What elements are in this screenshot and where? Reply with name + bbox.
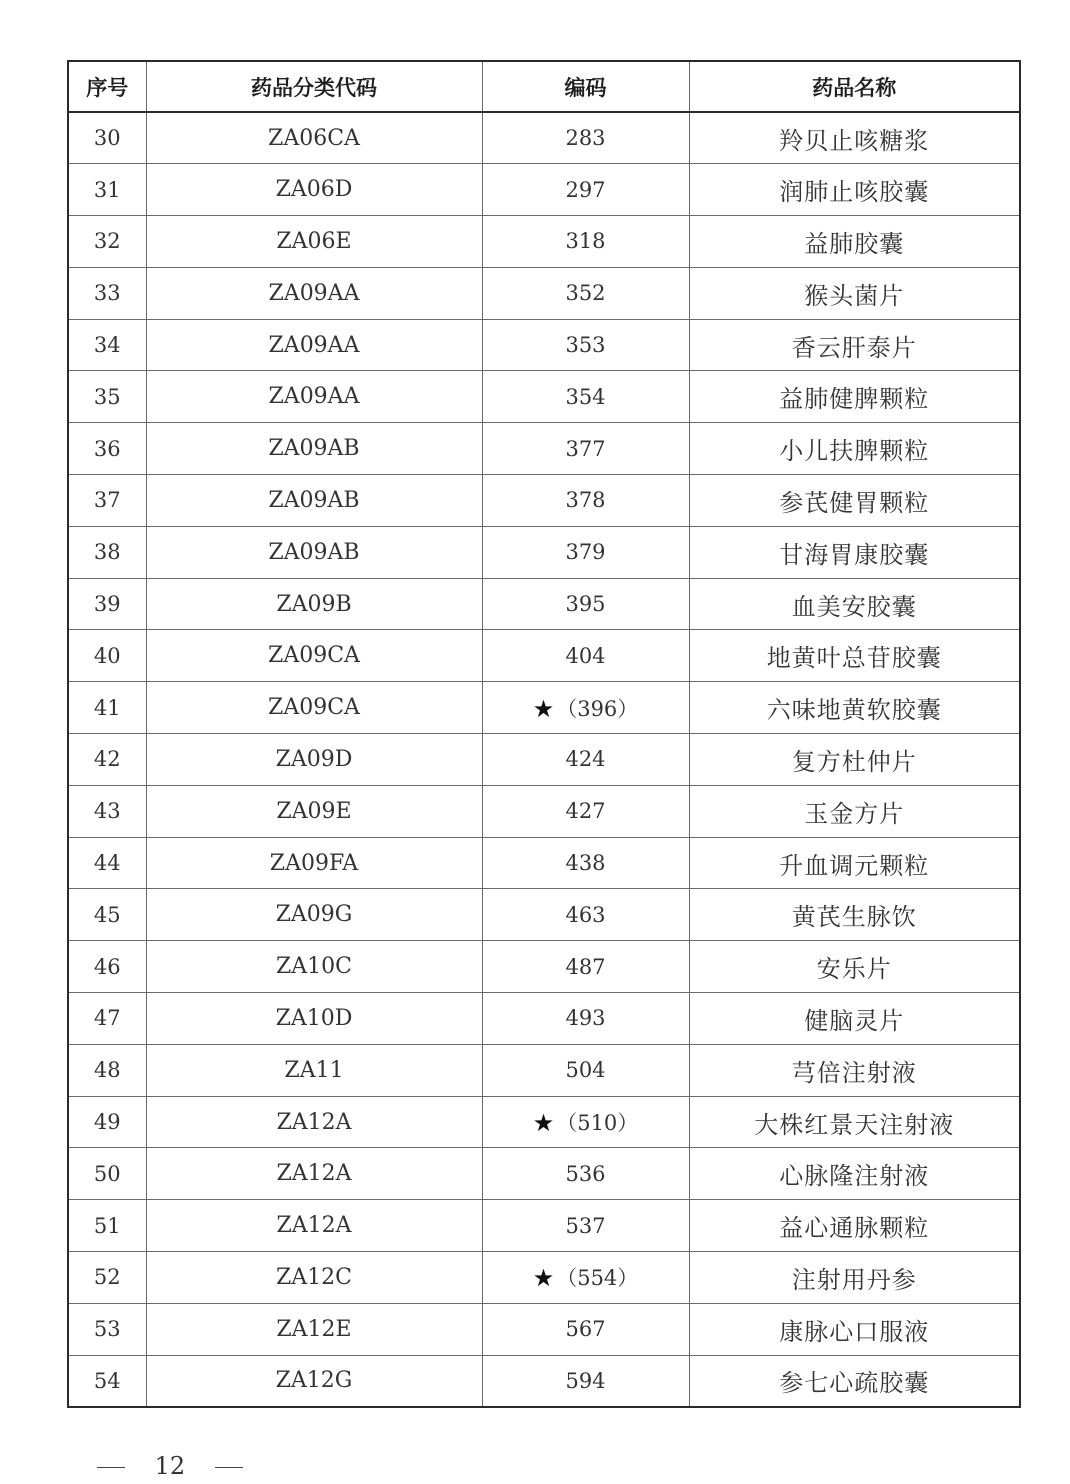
drug-name-cell: 安乐片	[689, 941, 1020, 993]
drug-name-cell: 注射用丹参	[689, 1252, 1020, 1304]
code-value: 378	[565, 488, 606, 513]
table-row	[68, 1200, 1020, 1252]
table-header-row	[68, 61, 1020, 112]
header-classification-code: 药品分类代码	[146, 61, 482, 112]
code-cell	[482, 423, 689, 475]
drug-name-cell: 心脉隆注射液	[689, 1148, 1020, 1200]
code-value: 567	[565, 1317, 606, 1342]
table-row	[68, 1355, 1020, 1407]
drug-name-cell: 羚贝止咳糖浆	[689, 112, 1020, 164]
serial-number-cell: 51	[68, 1200, 146, 1252]
table-row	[68, 682, 1020, 734]
classification-code-cell: ZA12C	[146, 1252, 482, 1304]
classification-code-cell: ZA11	[146, 1044, 482, 1096]
serial-number-cell: 53	[68, 1303, 146, 1355]
code-cell	[482, 319, 689, 371]
classification-code-cell: ZA09B	[146, 578, 482, 630]
classification-code-cell: ZA12A	[146, 1200, 482, 1252]
code-cell	[482, 630, 689, 682]
serial-number-cell: 30	[68, 112, 146, 164]
code-value: 379	[565, 540, 606, 565]
code-cell	[482, 941, 689, 993]
serial-number-cell: 45	[68, 889, 146, 941]
serial-number-cell: 52	[68, 1252, 146, 1304]
code-value: 395	[565, 592, 606, 617]
code-cell	[482, 682, 689, 734]
serial-number-cell: 39	[68, 578, 146, 630]
table-row	[68, 1252, 1020, 1304]
drug-name-cell: 润肺止咳胶囊	[689, 164, 1020, 216]
serial-number-cell: 48	[68, 1044, 146, 1096]
drug-name-cell: 参芪健胃颗粒	[689, 475, 1020, 527]
serial-number-cell: 40	[68, 630, 146, 682]
header-serial-number: 序号	[68, 61, 146, 112]
table-row	[68, 785, 1020, 837]
drug-name-cell: 大株红景天注射液	[689, 1096, 1020, 1148]
code-value: 463	[565, 902, 606, 927]
serial-number-cell: 41	[68, 682, 146, 734]
table-row	[68, 475, 1020, 527]
code-cell	[482, 371, 689, 423]
table-row	[68, 267, 1020, 319]
serial-number-cell: 38	[68, 526, 146, 578]
table-row	[68, 1303, 1020, 1355]
drug-name-cell: 玉金方片	[689, 785, 1020, 837]
drug-name-cell: 小儿扶脾颗粒	[689, 423, 1020, 475]
classification-code-cell: ZA09E	[146, 785, 482, 837]
classification-code-cell: ZA09AB	[146, 423, 482, 475]
code-cell	[482, 475, 689, 527]
drug-name-cell: 健脑灵片	[689, 993, 1020, 1045]
drug-name-cell: 甘海胃康胶囊	[689, 526, 1020, 578]
code-value: 297	[565, 177, 606, 202]
code-cell	[482, 1096, 689, 1148]
table-row	[68, 630, 1020, 682]
classification-code-cell: ZA06CA	[146, 112, 482, 164]
table-row	[68, 993, 1020, 1045]
table-row	[68, 1044, 1020, 1096]
code-cell	[482, 164, 689, 216]
code-value: 404	[565, 643, 606, 668]
table-body	[68, 112, 1020, 1407]
serial-number-cell: 37	[68, 475, 146, 527]
code-cell	[482, 785, 689, 837]
code-value: 318	[565, 229, 606, 254]
code-cell	[482, 526, 689, 578]
classification-code-cell: ZA09G	[146, 889, 482, 941]
table-row	[68, 578, 1020, 630]
serial-number-cell: 54	[68, 1355, 146, 1407]
code-value: 377	[565, 436, 606, 461]
code-cell	[482, 1148, 689, 1200]
code-value: （554）	[556, 1266, 639, 1291]
serial-number-cell: 50	[68, 1148, 146, 1200]
code-cell	[482, 216, 689, 268]
star-icon: ★	[532, 1264, 555, 1293]
code-cell	[482, 1044, 689, 1096]
table-row	[68, 734, 1020, 786]
footer-dash-right	[215, 1467, 243, 1468]
table-row	[68, 423, 1020, 475]
table-row	[68, 941, 1020, 993]
drug-name-cell: 复方杜仲片	[689, 734, 1020, 786]
code-cell	[482, 993, 689, 1045]
code-value: 424	[565, 747, 606, 772]
classification-code-cell: ZA06D	[146, 164, 482, 216]
serial-number-cell: 47	[68, 993, 146, 1045]
serial-number-cell: 31	[68, 164, 146, 216]
drug-name-cell: 芎倍注射液	[689, 1044, 1020, 1096]
classification-code-cell: ZA09AB	[146, 526, 482, 578]
classification-code-cell: ZA10C	[146, 941, 482, 993]
drug-list-table	[67, 60, 1021, 1408]
footer-dash-left	[97, 1467, 125, 1468]
code-value: 504	[565, 1058, 606, 1083]
code-cell	[482, 1303, 689, 1355]
code-value: 594	[565, 1368, 606, 1393]
classification-code-cell: ZA09AB	[146, 475, 482, 527]
classification-code-cell: ZA10D	[146, 993, 482, 1045]
code-value: （396）	[556, 696, 639, 721]
code-cell	[482, 837, 689, 889]
code-cell	[482, 112, 689, 164]
header-code: 编码	[482, 61, 689, 112]
code-cell	[482, 1200, 689, 1252]
table-row	[68, 164, 1020, 216]
page-number: 12	[154, 1452, 186, 1480]
serial-number-cell: 36	[68, 423, 146, 475]
code-cell	[482, 1355, 689, 1407]
classification-code-cell: ZA12G	[146, 1355, 482, 1407]
table-row	[68, 837, 1020, 889]
serial-number-cell: 33	[68, 267, 146, 319]
classification-code-cell: ZA06E	[146, 216, 482, 268]
table-row	[68, 216, 1020, 268]
classification-code-cell: ZA12A	[146, 1096, 482, 1148]
table-row	[68, 1148, 1020, 1200]
code-value: 537	[565, 1213, 606, 1238]
table-row	[68, 319, 1020, 371]
serial-number-cell: 35	[68, 371, 146, 423]
code-cell	[482, 1252, 689, 1304]
code-value: 438	[565, 851, 606, 876]
drug-name-cell: 益肺胶囊	[689, 216, 1020, 268]
code-value: 487	[565, 954, 606, 979]
code-value: 536	[565, 1161, 606, 1186]
table-row	[68, 1096, 1020, 1148]
serial-number-cell: 49	[68, 1096, 146, 1148]
serial-number-cell: 46	[68, 941, 146, 993]
drug-name-cell: 香云肝泰片	[689, 319, 1020, 371]
code-cell	[482, 578, 689, 630]
classification-code-cell: ZA09AA	[146, 267, 482, 319]
code-value: 283	[565, 126, 606, 151]
drug-name-cell: 血美安胶囊	[689, 578, 1020, 630]
classification-code-cell: ZA09AA	[146, 371, 482, 423]
classification-code-cell: ZA09D	[146, 734, 482, 786]
classification-code-cell: ZA09CA	[146, 682, 482, 734]
header-drug-name: 药品名称	[689, 61, 1020, 112]
code-value: 493	[565, 1006, 606, 1031]
code-value: （510）	[556, 1111, 639, 1136]
serial-number-cell: 44	[68, 837, 146, 889]
drug-name-cell: 益肺健脾颗粒	[689, 371, 1020, 423]
table-row	[68, 526, 1020, 578]
drug-name-cell: 地黄叶总苷胶囊	[689, 630, 1020, 682]
serial-number-cell: 43	[68, 785, 146, 837]
drug-name-cell: 黄芪生脉饮	[689, 889, 1020, 941]
table-row	[68, 371, 1020, 423]
classification-code-cell: ZA09FA	[146, 837, 482, 889]
serial-number-cell: 34	[68, 319, 146, 371]
drug-name-cell: 益心通脉颗粒	[689, 1200, 1020, 1252]
code-cell	[482, 889, 689, 941]
drug-name-cell: 六味地黄软胶囊	[689, 682, 1020, 734]
classification-code-cell: ZA09CA	[146, 630, 482, 682]
drug-name-cell: 康脉心口服液	[689, 1303, 1020, 1355]
classification-code-cell: ZA12E	[146, 1303, 482, 1355]
code-value: 427	[565, 799, 606, 824]
code-value: 354	[565, 384, 606, 409]
classification-code-cell: ZA12A	[146, 1148, 482, 1200]
classification-code-cell: ZA09AA	[146, 319, 482, 371]
code-value: 353	[565, 333, 606, 358]
table-row	[68, 112, 1020, 164]
code-cell	[482, 267, 689, 319]
star-icon: ★	[532, 694, 555, 723]
drug-name-cell: 参七心疏胶囊	[689, 1355, 1020, 1407]
code-value: 352	[565, 281, 606, 306]
drug-name-cell: 升血调元颗粒	[689, 837, 1020, 889]
drug-name-cell: 猴头菌片	[689, 267, 1020, 319]
serial-number-cell: 32	[68, 216, 146, 268]
page-footer	[97, 1452, 243, 1480]
table-row	[68, 889, 1020, 941]
star-icon: ★	[532, 1109, 555, 1138]
serial-number-cell: 42	[68, 734, 146, 786]
code-cell	[482, 734, 689, 786]
